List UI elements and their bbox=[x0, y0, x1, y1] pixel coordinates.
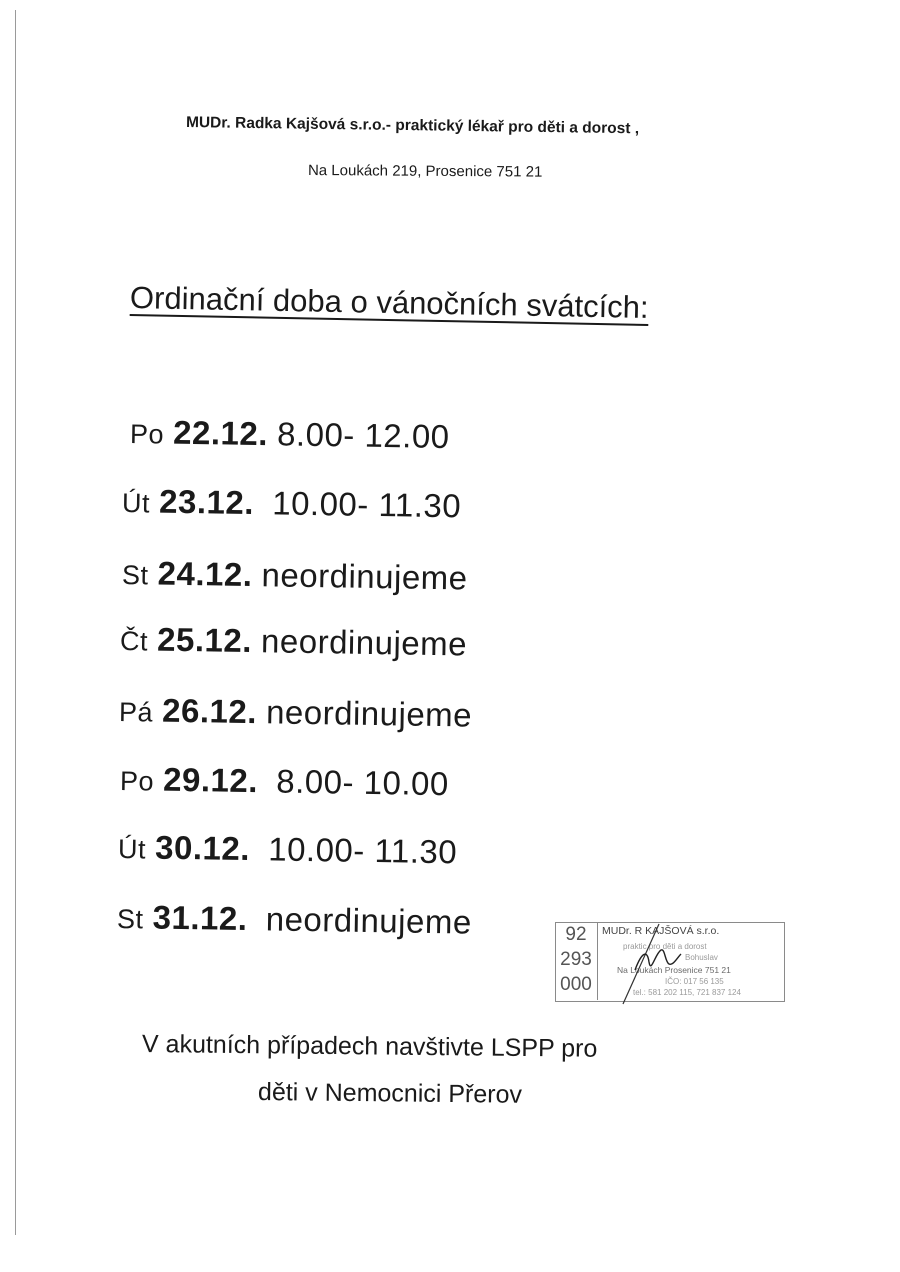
stamp-code: 293 bbox=[560, 949, 592, 970]
schedule-date: 30.12. bbox=[154, 828, 251, 868]
stamp-line: IČO: 017 56 135 bbox=[665, 977, 724, 986]
schedule-day: Út bbox=[121, 488, 151, 519]
schedule-day: Po bbox=[129, 419, 165, 450]
schedule-row bbox=[118, 827, 458, 874]
schedule-day: St bbox=[121, 560, 149, 591]
practice-address: Na Loukách 219, Prosenice 751 21 bbox=[307, 162, 543, 181]
schedule-hours: neordinujeme bbox=[265, 900, 473, 941]
stamp-code: 000 bbox=[560, 974, 592, 995]
schedule-row bbox=[120, 619, 468, 666]
schedule-hours: 10.00- 11.30 bbox=[267, 830, 458, 871]
schedule-row bbox=[122, 481, 462, 528]
schedule-date: 29.12. bbox=[162, 760, 259, 800]
schedule-date: 31.12. bbox=[152, 898, 248, 938]
footer-emergency-line1: V akutních případech navštivte LSPP pro bbox=[141, 1030, 598, 1063]
schedule-hours: neordinujeme bbox=[261, 556, 468, 597]
schedule-day: Pá bbox=[118, 697, 154, 728]
schedule-hours: neordinujeme bbox=[265, 693, 473, 734]
schedule-date: 22.12. bbox=[172, 413, 269, 453]
stamp-name: MUDr. R KAJŠOVÁ s.r.o. bbox=[602, 925, 720, 937]
footer-emergency-line2: děti v Nemocnici Přerov bbox=[257, 1078, 523, 1109]
schedule-hours: 10.00- 11.30 bbox=[271, 484, 462, 525]
schedule-date: 23.12. bbox=[158, 482, 255, 522]
schedule-hours: 8.00- 10.00 bbox=[276, 762, 450, 803]
signature-mark bbox=[615, 918, 705, 1008]
schedule-date: 25.12. bbox=[156, 620, 253, 660]
practice-stamp bbox=[555, 922, 785, 1002]
stamp-line: Bohuslav bbox=[685, 953, 718, 962]
page-title: Ordinační doba o vánočních svátcích: bbox=[129, 280, 649, 325]
schedule-row bbox=[119, 690, 473, 738]
schedule-hours: 8.00- 12.00 bbox=[276, 415, 450, 456]
schedule-day: Út bbox=[117, 834, 147, 865]
schedule-row bbox=[120, 759, 449, 806]
schedule-row bbox=[122, 553, 468, 600]
schedule-row bbox=[130, 412, 450, 459]
stamp-line: praktic pro děti a dorost bbox=[623, 942, 707, 951]
practice-name: MUDr. Radka Kajšová s.r.o.- praktický lékař pro děti a dorost , bbox=[185, 114, 640, 138]
stamp-line: Na Loukách Prosenice 751 21 bbox=[617, 965, 731, 975]
stamp-line: tel.: 581 202 115, 721 837 124 bbox=[633, 988, 741, 997]
schedule-hours: neordinujeme bbox=[260, 622, 468, 663]
schedule-date: 24.12. bbox=[157, 554, 253, 594]
stamp-codes bbox=[555, 922, 598, 1000]
schedule-day: Po bbox=[119, 766, 155, 797]
schedule-date: 26.12. bbox=[161, 691, 258, 731]
schedule-day: St bbox=[116, 904, 144, 935]
schedule-row bbox=[117, 897, 472, 945]
schedule-day: Čt bbox=[119, 626, 149, 657]
stamp-code: 92 bbox=[565, 924, 587, 945]
